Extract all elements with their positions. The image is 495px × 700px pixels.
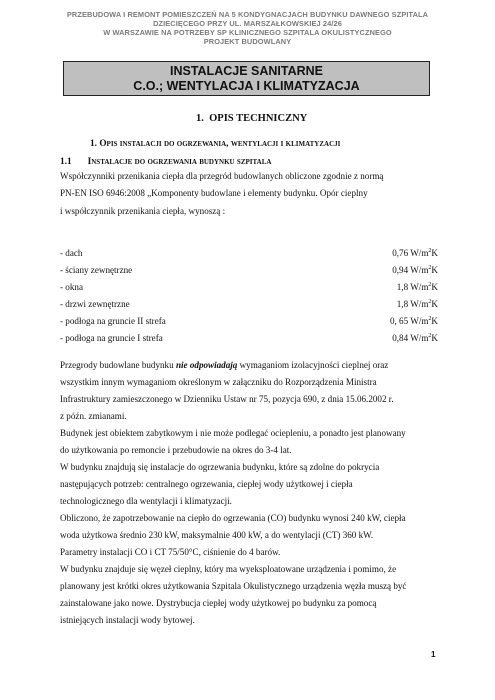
coefficient-value: 0,84 $W/m^2K$ <box>392 333 438 344</box>
para4-line-3: Parametry instalacji CO i CT 75/50°C, ciśnienie do 4 barów. <box>60 547 281 557</box>
coefficient-name: - podłoga na gruncie I strefa <box>60 333 163 343</box>
coefficient-value: 0,76 $W/m^2K$ <box>392 248 438 259</box>
coefficient-value: 0, 65 $W/m^2K$ <box>389 316 438 327</box>
coefficient-value: 0,94 $W/m^2K$ <box>392 265 438 276</box>
document-title-box <box>63 61 430 96</box>
para5-line-3: zainstalowane jako nowe. Dystrybucja ciepłej wody użytkowej po budynku za pomocą <box>60 598 377 608</box>
para3-line-3: technologicznego dla wentylacji i klimatyzacji. <box>60 496 232 506</box>
subsection-heading <box>90 139 340 149</box>
document-header <box>40 10 455 46</box>
para2-line-2: do użytkowania po remoncie i przebudowie na okres do 3-4 lat. <box>60 445 292 455</box>
body-paragraph-1 <box>60 357 438 425</box>
para5-line-2: planowany jest krótki okres użytkowania Szpitala Okulistycznego urządzenia węzła muszą być <box>60 581 407 591</box>
para1-line-2: wszystkim innym wymaganiom określonym w załączniku do Rozporządzenia Ministra <box>60 377 377 387</box>
body-paragraph-4 <box>60 510 438 561</box>
coefficient-row <box>60 316 438 333</box>
coefficient-row <box>60 248 438 265</box>
coefficient-name: - ściany zewnętrzne <box>60 265 133 275</box>
para1-line-4: z późn. zmianami. <box>60 411 127 421</box>
subsubsection-heading <box>60 157 271 167</box>
title-line-1: INSTALACJE SANITARNE <box>169 64 323 78</box>
subsection-title: Opis instalacji do ogrzewania, wentylacji i klimatyzacji <box>99 139 341 149</box>
coefficient-row <box>60 282 438 299</box>
intro-line-3: i współczynnik przenikania ciepła, wynoszą : <box>60 205 226 216</box>
para1-line-3: Infrastruktury zamieszczonego w Dzienniku Ustaw nr 75, pozycja 690, z dnia 15.06.2002 r. <box>60 394 394 404</box>
para3-line-2: następujących potrzeb: centralnego ogrzewania, ciepłej wody użytkowej i ciepła <box>60 479 353 489</box>
coefficient-row <box>60 265 438 282</box>
section-number: 1. <box>196 113 204 124</box>
title-line-2: C.O.; WENTYLACJA I KLIMATYZACJA <box>133 79 360 93</box>
body-paragraph-5 <box>60 561 438 629</box>
header-line-4: PROJEKT BUDOWLANY <box>203 37 292 46</box>
body-paragraph-2 <box>60 425 438 459</box>
para4-line-1: Obliczono, że zapotrzebowanie na ciepło do ogrzewania (CO) budynku wynosi 240 kW, ciepła <box>60 513 406 523</box>
para1-line-1: Przegrody budowlane budynku nie odpowiadają wymaganiom izolacyjności cieplnej oraz <box>60 360 389 370</box>
intro-paragraph <box>60 168 438 220</box>
coefficient-row <box>60 299 438 316</box>
para5-line-4: istniejących instalacji wody bytowej. <box>60 615 195 625</box>
para2-line-1: Budynek jest obiektem zabytkowym i nie może podlegać ociepleniu, a ponadto jest planowany <box>60 428 406 438</box>
header-line-1: PRZEBUDOWA I REMONT POMIESZCZEŃ NA 5 KONDYGNACJACH BUDYNKU DAWNEGO SZPITALA <box>66 10 429 19</box>
header-line-2: DZIECIĘCEGO PRZY UL. MARSZAŁKOWSKIEJ 24/26 <box>153 19 342 28</box>
coefficient-row <box>60 333 438 350</box>
intro-line-1: Współczynniki przenikania ciepła dla przegród budowlanych obliczone zgodnie z normą <box>60 171 384 181</box>
para5-line-1: W budynku znajduje się węzeł cieplny, który ma wyeksploatowane urządzenia i pomimo, że <box>60 564 397 574</box>
page-number: 1 <box>431 650 436 659</box>
coefficient-name: - okna <box>60 282 83 292</box>
section-title: OPIS TECHNICZNY <box>209 113 308 124</box>
intro-line-2: PN-EN ISO 6946:2008 „Komponenty budowlane i elementy budynku. Opór cieplny <box>60 188 368 199</box>
section-heading <box>196 113 307 124</box>
subsubsection-title: Instalacje do ogrzewania budynku szpitala <box>87 157 272 167</box>
para4-line-2: woda użytkowa średnio 230 kW, maksymalnie 400 kW, a do wentylacji (CT) 360 kW. <box>60 530 374 540</box>
header-line-3: W WARSZAWIE NA POTRZEBY SP KLINICZNEGO SZPITALA OKULISTYCZNEGO <box>103 28 392 37</box>
coefficient-value: 1,8 $W/m^2K$ <box>396 299 438 310</box>
coefficient-name: - podłoga na gruncie II strefa <box>60 316 166 326</box>
coefficient-name: - drzwi zewnętrzne <box>60 299 130 309</box>
subsubsection-number: 1.1 <box>60 157 72 167</box>
subsection-number: 1. <box>90 139 97 149</box>
coefficient-value: 1,8 $W/m^2K$ <box>396 282 438 293</box>
coefficient-name: - dach <box>60 248 83 258</box>
para3-line-1: W budynku znajdują się instalacje do ogrzewania budynku, które są zdolne do pokrycia <box>60 462 380 472</box>
body-paragraph-3 <box>60 459 438 510</box>
